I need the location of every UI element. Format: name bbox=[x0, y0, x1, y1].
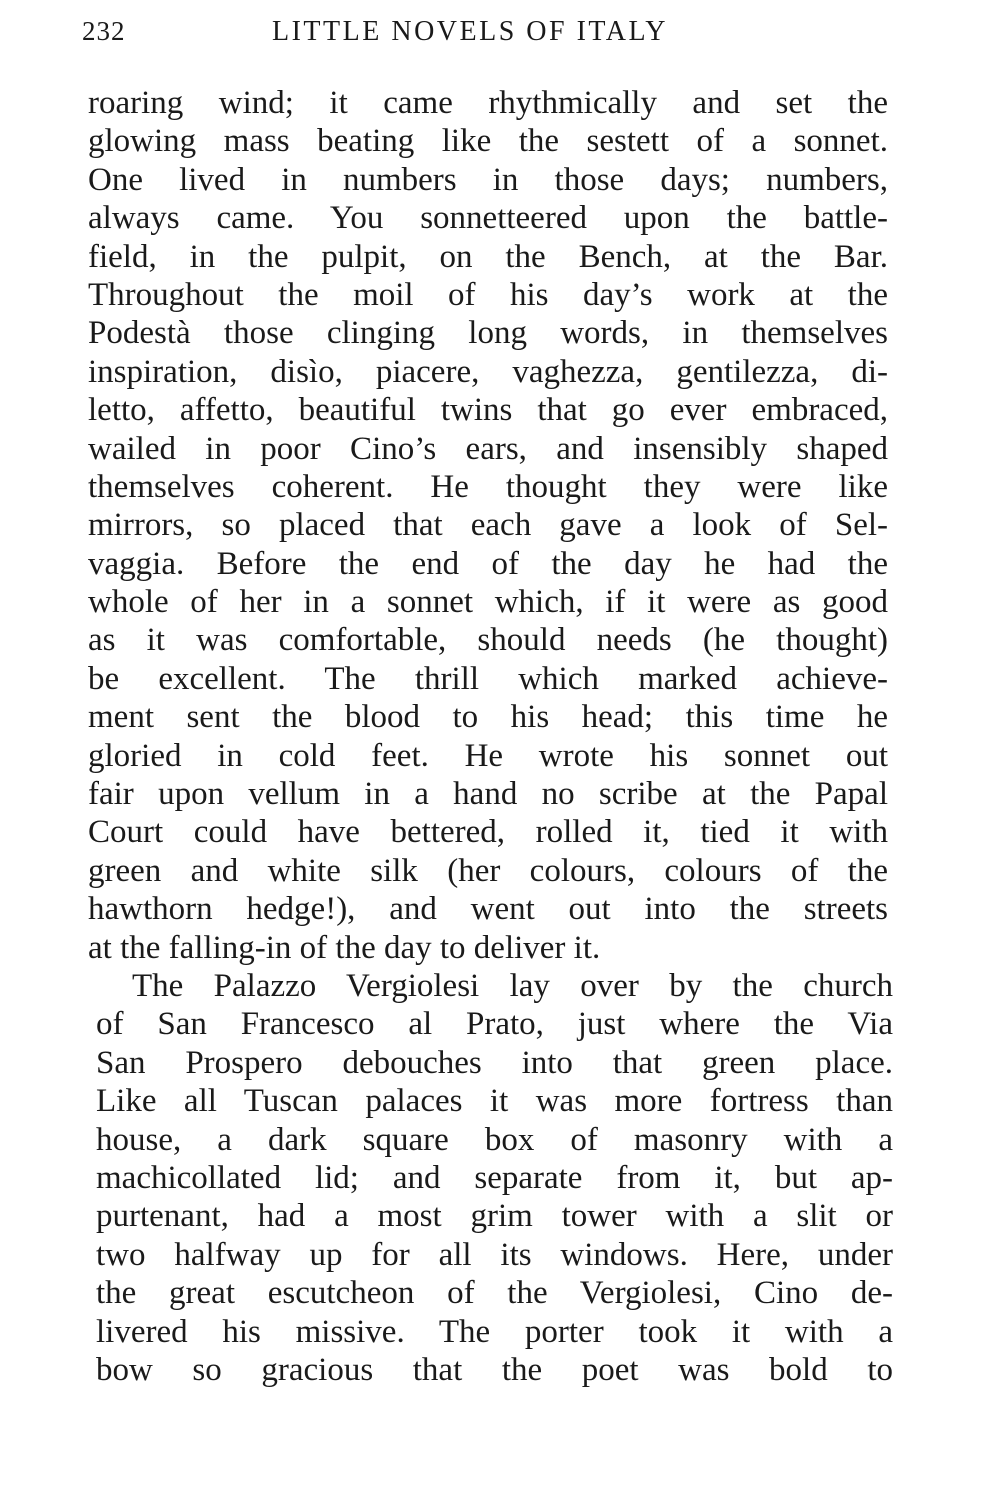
text-line: fair upon vellum in a hand no scribe at the Papal bbox=[88, 776, 888, 813]
text-line: wailed in poor Cino’s ears, and insensibly shaped bbox=[88, 430, 888, 467]
text-line: Like all Tuscan palaces it was more fortress than bbox=[96, 1083, 893, 1120]
text-line: livered his missive. The porter took it with a bbox=[96, 1313, 893, 1350]
text-line: San Prospero debouches into that green place. bbox=[96, 1044, 893, 1081]
text-line: purtenant, had a most grim tower with a slit or bbox=[96, 1198, 893, 1235]
text-line: glowing mass beating like the sestett of a sonnet. bbox=[88, 123, 888, 160]
text-line: at the falling-in of the day to deliver it. bbox=[88, 929, 601, 966]
text-line: the great escutcheon of the Vergiolesi, Cino de- bbox=[96, 1275, 893, 1312]
text-line: Throughout the moil of his day’s work at the bbox=[88, 276, 888, 313]
text-line: as it was comfortable, should needs (he thought) bbox=[88, 622, 888, 659]
text-line: machicollated lid; and separate from it, but ap- bbox=[96, 1159, 893, 1196]
text-line: Court could have bettered, rolled it, tied it with bbox=[88, 814, 888, 851]
running-head bbox=[82, 14, 902, 54]
text-line: mirrors, so placed that each gave a look of Sel- bbox=[88, 507, 888, 544]
text-line: letto, affetto, beautiful twins that go ever embraced, bbox=[88, 392, 888, 429]
text-line: gloried in cold feet. He wrote his sonnet out bbox=[88, 737, 888, 774]
text-line: always came. You sonnetteered upon the battle- bbox=[88, 200, 888, 237]
paragraph-2 bbox=[96, 967, 893, 1389]
text-line: Podestà those clinging long words, in themselves bbox=[88, 315, 888, 352]
text-line: One lived in numbers in those days; numbers, bbox=[88, 161, 888, 198]
text-line: vaggia. Before the end of the day he had the bbox=[88, 545, 888, 582]
text-line: The Palazzo Vergiolesi lay over by the church bbox=[132, 968, 893, 1004]
text-line: hawthorn hedge!), and went out into the streets bbox=[88, 891, 888, 928]
text-line: themselves coherent. He thought they were like bbox=[88, 468, 888, 505]
page-number: 232 bbox=[82, 16, 126, 46]
text-line: bow so gracious that the poet was bold to bbox=[96, 1351, 893, 1388]
text-line: whole of her in a sonnet which, if it were as good bbox=[88, 584, 888, 621]
text-line: two halfway up for all its windows. Here, under bbox=[96, 1236, 893, 1273]
text-line: ment sent the blood to his head; this time he bbox=[88, 699, 888, 736]
text-line: house, a dark square box of masonry with a bbox=[96, 1121, 893, 1158]
running-title: LITTLE NOVELS OF ITALY bbox=[272, 16, 669, 47]
text-line: inspiration, disìo, piacere, vaghezza, gentilezza, di- bbox=[88, 353, 888, 390]
text-line: field, in the pulpit, on the Bench, at the Bar. bbox=[88, 238, 888, 275]
text-line: roaring wind; it came rhythmically and set the bbox=[88, 85, 888, 121]
text-line: green and white silk (her colours, colours of the bbox=[88, 852, 888, 889]
text-line: be excellent. The thrill which marked achieve- bbox=[88, 660, 888, 697]
paragraph-1 bbox=[88, 84, 888, 967]
text-line: of San Francesco al Prato, just where the Via bbox=[96, 1006, 893, 1043]
